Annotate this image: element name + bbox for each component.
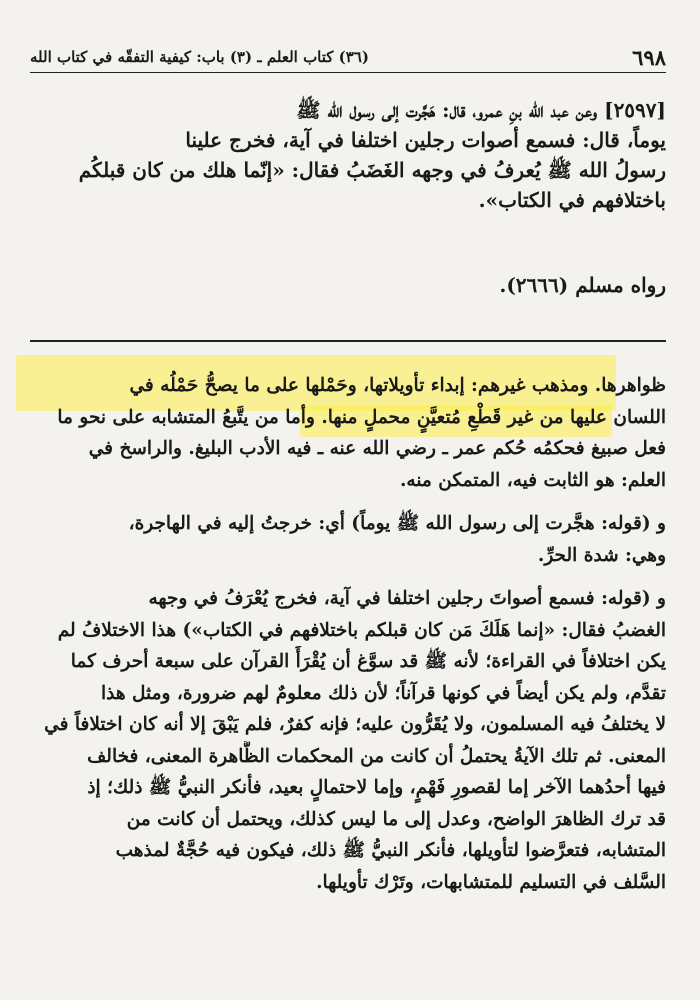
commentary-line: اللسان عليها من غير قَطْعِ مُتعيَّنٍ محملٍ منها. وأما من يتَّبعُ المتشابه على نحو ما <box>57 406 666 428</box>
commentary-line: لا يختلفُ فيه المسلمون، ولا يُقَرُّون عليه؛ فإنه كفرٌ، فلم يَبْقَ إلا أنه كان اختلافاً في <box>44 714 666 735</box>
hadith-reference-block <box>30 270 666 300</box>
hadith-line: [٢٥٩٧] وعن عبد الله بنِ عمرو، قال: هَجَّرت إلى رسول الله ﷺ <box>296 98 666 122</box>
commentary-line: يكن اختلافاً في القراءة؛ لأنه ﷺ قد سوَّغ أن يُقْرَأَ القرآن على سبعة أحرف كما <box>70 651 666 672</box>
commentary-line: و (قوله: فسمع أصواتَ رجلين اختلفا في آية، فخرج يُعْرَفُ في وجهه <box>148 588 666 609</box>
commentary-line: المعنى. ثم تلك الآيةُ يحتملُ أن كانت من المحكمات الظَّاهرة المعنى، فخالف <box>87 745 666 767</box>
hadith-line: يوماً، قال: فسمع أصوات رجلين اختلفا في آية، فخرج علينا <box>185 128 666 152</box>
page-number: ٦٩٨ <box>632 44 666 70</box>
section-divider <box>30 340 666 342</box>
hadith-line: باختلافهم في الكتاب». <box>478 188 666 212</box>
commentary-line: السَّلف في التسليم للمتشابهات، وتَرْك تأويلها. <box>316 871 666 893</box>
hadith-line: رسولُ الله ﷺ يُعرفُ في وجهه الغَضَبُ فقال: «إنّما هلك من كان قبلكُم <box>78 158 666 182</box>
commentary-text <box>30 370 666 898</box>
hadith-text <box>30 95 666 215</box>
page-header <box>30 42 666 73</box>
paragraph-gap <box>30 571 666 583</box>
commentary-line: وهي: شدة الحرِّ. <box>537 544 666 566</box>
running-title: (٣٦) كتاب العلم ـ (٣) باب: كيفية التفقّه في كتاب الله <box>30 48 369 66</box>
commentary-line: العلم: هو الثابت فيه، المتمكن منه. <box>399 469 666 491</box>
commentary-line: قد ترك الظاهرَ الواضح، وعدل إلى ما ليس كذلك، ويحتمل أن كانت من <box>126 808 666 830</box>
commentary-line: فيها أحدُهما الآخر إما لقصورِ فَهْمٍ، وإما لاحتمالٍ بعيد، فأنكر النبيُّ ﷺ ذلك؛ إذ <box>87 777 666 798</box>
paragraph-gap <box>30 496 666 508</box>
commentary-line: المتشابه، فتعرَّضوا لتأويلها، فأنكر النبيُّ ﷺ ذلك، فيكون فيه حُجَّةٌ لمذهب <box>115 840 666 861</box>
commentary-line: ظواهرها. ومذهب غيرهم: إبداء تأويلاتها، وحَمْلها على ما يصحُّ حَمْلُه في <box>129 375 666 396</box>
commentary-line: فعل صبيغ فحكمُه حُكم عمر ـ رضي الله عنه ـ فيه الأدب البليغ. والراسخ في <box>88 438 666 459</box>
commentary-line: و (قوله: هجَّرت إلى رسول الله ﷺ يوماً) أي: خرجتُ إليه في الهاجرة، <box>128 513 666 534</box>
hadith-reference: رواه مسلم (٢٦٦٦). <box>499 273 666 297</box>
commentary-line: تقدَّم، ولم يكن أيضاً في كونها قرآناً؛ لأن ذلك معلومٌ لهم ضرورة، ومثل هذا <box>100 682 666 704</box>
commentary-line: الغضبُ فقال: «إنما هَلَكَ مَن كان قبلكم باختلافهم في الكتاب») هذا الاختلافُ لم <box>57 619 666 641</box>
